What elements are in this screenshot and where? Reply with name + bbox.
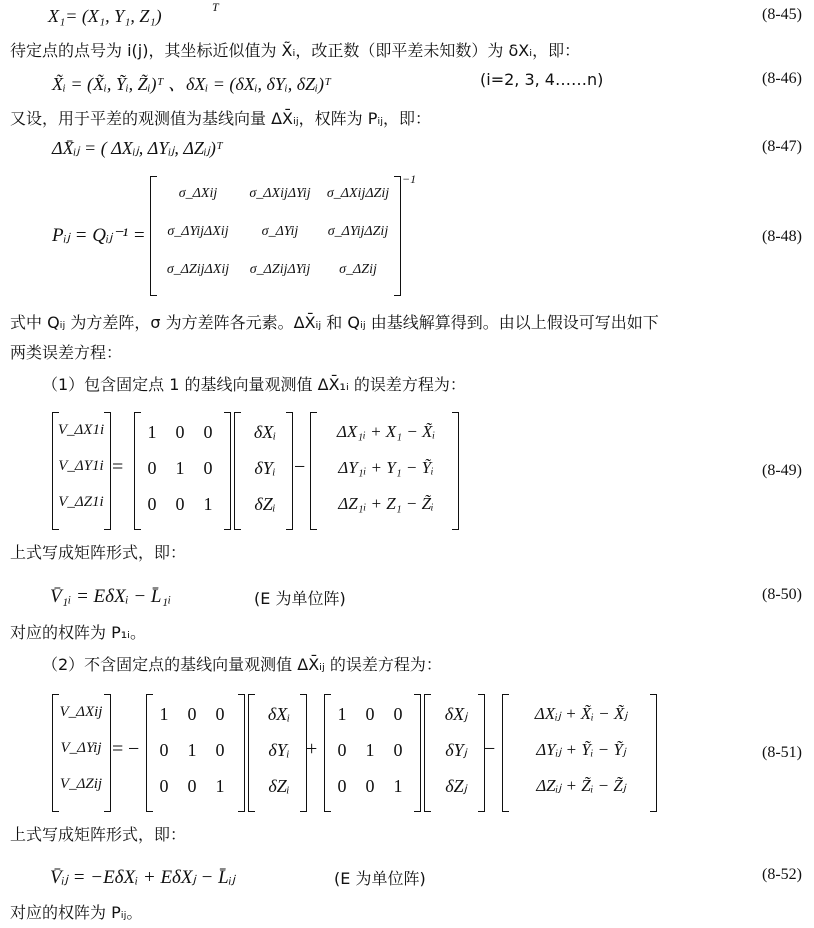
covariance-element: σ_ΔXijΔYij xyxy=(249,186,311,201)
equation-8-48 xyxy=(0,172,814,302)
identity-element: 0 xyxy=(215,740,225,760)
operator-symbol: = xyxy=(112,738,124,760)
paragraph-line: 上式写成矩阵形式，即： xyxy=(10,543,187,562)
correction-element: δZᵢ xyxy=(254,494,276,514)
residual-element: V_ΔZ1i xyxy=(58,494,104,510)
eq-number: (8-51) xyxy=(762,744,802,761)
residual-element: V_ΔZij xyxy=(59,776,103,792)
identity-element: 0 xyxy=(187,776,197,796)
identity-element: 0 xyxy=(393,740,403,760)
identity-element: 1 xyxy=(393,776,403,796)
covariance-element: σ_ΔXijΔZij xyxy=(326,186,390,201)
matrix-bracket-left xyxy=(150,176,157,296)
eq-8-50-note: (E 为单位阵) xyxy=(254,589,346,608)
inverse-sup: −1 xyxy=(402,172,417,186)
identity-element: 0 xyxy=(337,776,347,796)
constant-element: ΔYᵢⱼ + Ỹᵢ − Ỹⱼ xyxy=(536,740,626,759)
eq-number: (8-52) xyxy=(762,866,802,883)
constant-element: ΔXᵢⱼ + X̃ᵢ − X̃ⱼ xyxy=(534,704,628,723)
identity-element: 0 xyxy=(337,740,347,760)
covariance-element: σ_ΔYij xyxy=(261,224,299,239)
covariance-element: σ_ΔZij xyxy=(339,262,377,277)
eq-8-48-lhs: Pᵢⱼ = Qᵢⱼ⁻¹ = xyxy=(52,225,146,246)
matrix-bracket-right xyxy=(238,694,245,812)
paragraph-line: 上式写成矩阵形式，即： xyxy=(10,825,187,844)
residual-element: V_ΔX1i xyxy=(57,422,105,438)
eq-8-50-body: V̄₁ᵢ = EδXᵢ − L̄₁ᵢ xyxy=(50,586,172,607)
eq-8-45-sup: T xyxy=(212,0,219,14)
matrix-bracket-right xyxy=(224,412,231,530)
correction-element: δYⱼ xyxy=(445,740,467,760)
identity-element: 1 xyxy=(203,494,213,514)
covariance-element: σ_ΔYijΔXij xyxy=(167,224,229,239)
eq-number: (8-47) xyxy=(762,138,802,155)
paragraph-line: （1）包含固定点 1 的基线向量观测值 ΔX̄₁ᵢ 的误差方程为： xyxy=(42,375,466,394)
covariance-element: σ_ΔZijΔYij xyxy=(249,262,311,277)
paragraph-line: 两类误差方程： xyxy=(10,343,123,362)
paragraph-line: 又设，用于平差的观测值为基线向量 ΔX̄ᵢⱼ，权阵为 Pᵢⱼ，即： xyxy=(10,109,432,128)
identity-element: 1 xyxy=(337,704,347,724)
covariance-element: σ_ΔZijΔXij xyxy=(166,262,230,277)
identity-element: 0 xyxy=(215,704,225,724)
correction-element: δXⱼ xyxy=(444,704,468,724)
correction-element: δZⱼ xyxy=(445,776,467,796)
identity-element: 0 xyxy=(393,704,403,724)
correction-element: δYᵢ xyxy=(254,458,276,478)
paragraph-line: 待定点的点号为 i(j)，其坐标近似值为 X̃ᵢ，改正数（即平差未知数）为 δXᵢ，即： xyxy=(10,41,581,60)
eq-8-52-body: V̄ᵢⱼ = −EδXᵢ + EδXⱼ − L̄ᵢⱼ xyxy=(50,867,236,888)
identity-element: 1 xyxy=(147,422,157,442)
covariance-element: σ_ΔXij xyxy=(178,186,218,201)
identity-element: 1 xyxy=(175,458,185,478)
operator-symbol: + xyxy=(306,738,318,760)
identity-element: 0 xyxy=(203,458,213,478)
operator-symbol: − xyxy=(294,456,306,478)
operator-symbol: = xyxy=(112,456,124,478)
eq-8-46-body: X̃ᵢ = (X̃ᵢ, Ỹᵢ, Z̃ᵢ)ᵀ 、δXᵢ = (δXᵢ, δYᵢ, δZᵢ)ᵀ xyxy=(52,74,331,94)
identity-element: 0 xyxy=(159,776,169,796)
identity-element: 0 xyxy=(365,704,375,724)
correction-element: δXᵢ xyxy=(267,704,291,724)
eq-number: (8-50) xyxy=(762,586,802,603)
paragraph-line: 对应的权阵为 Pᵢⱼ。 xyxy=(10,903,143,922)
matrix-bracket-right xyxy=(414,694,421,812)
operator-symbol: − xyxy=(484,738,496,760)
identity-element: 0 xyxy=(203,422,213,442)
correction-element: δXᵢ xyxy=(253,422,277,442)
constant-element: ΔZ₁ᵢ + Z₁ − Z̃ᵢ xyxy=(338,494,434,513)
identity-element: 0 xyxy=(365,776,375,796)
constant-element: ΔZᵢⱼ + Z̃ᵢ − Z̃ⱼ xyxy=(536,776,626,795)
covariance-element: σ_ΔYijΔZij xyxy=(327,224,389,239)
eq-8-46-range: (i=2, 3, 4……n) xyxy=(480,70,604,89)
operator-symbol: − xyxy=(128,738,140,760)
paragraph-line: 对应的权阵为 P₁ᵢ。 xyxy=(10,623,147,642)
eq-number: (8-46) xyxy=(762,70,802,87)
identity-element: 1 xyxy=(187,740,197,760)
residual-element: V_ΔXij xyxy=(59,704,103,720)
equation-8-51 xyxy=(0,692,814,816)
eq-number: (8-45) xyxy=(762,6,802,23)
eq-8-45-body: X₁= (X₁, Y₁, Z₁) xyxy=(48,6,162,26)
eq-8-47-body: ΔX̄ᵢⱼ = ( ΔXᵢⱼ, ΔYᵢⱼ, ΔZᵢⱼ)ᵀ xyxy=(52,138,223,158)
constant-element: ΔY₁ᵢ + Y₁ − Ỹᵢ xyxy=(338,458,434,477)
identity-element: 0 xyxy=(147,494,157,514)
identity-element: 1 xyxy=(159,704,169,724)
identity-element: 1 xyxy=(215,776,225,796)
paragraph-line: 式中 Qᵢⱼ 为方差阵，σ 为方差阵各元素。ΔX̄ᵢⱼ 和 Qᵢⱼ 由基线解算得到。由以上假设可写出如下 xyxy=(10,313,659,332)
equation-8-49 xyxy=(0,410,814,534)
eq-number: (8-48) xyxy=(762,228,802,245)
constant-element: ΔX₁ᵢ + X₁ − X̃ᵢ xyxy=(336,422,436,441)
correction-element: δYᵢ xyxy=(268,740,290,760)
identity-element: 0 xyxy=(159,740,169,760)
eq-number: (8-49) xyxy=(762,462,802,479)
identity-element: 1 xyxy=(365,740,375,760)
residual-element: V_ΔY1i xyxy=(58,458,104,474)
identity-element: 0 xyxy=(175,494,185,514)
identity-element: 0 xyxy=(175,422,185,442)
identity-element: 0 xyxy=(147,458,157,478)
identity-element: 0 xyxy=(187,704,197,724)
paragraph-line: （2）不含固定点的基线向量观测值 ΔX̄ᵢⱼ 的误差方程为： xyxy=(42,655,442,674)
correction-element: δZᵢ xyxy=(268,776,290,796)
residual-element: V_ΔYij xyxy=(60,740,102,756)
eq-8-52-note: (E 为单位阵) xyxy=(334,869,426,888)
